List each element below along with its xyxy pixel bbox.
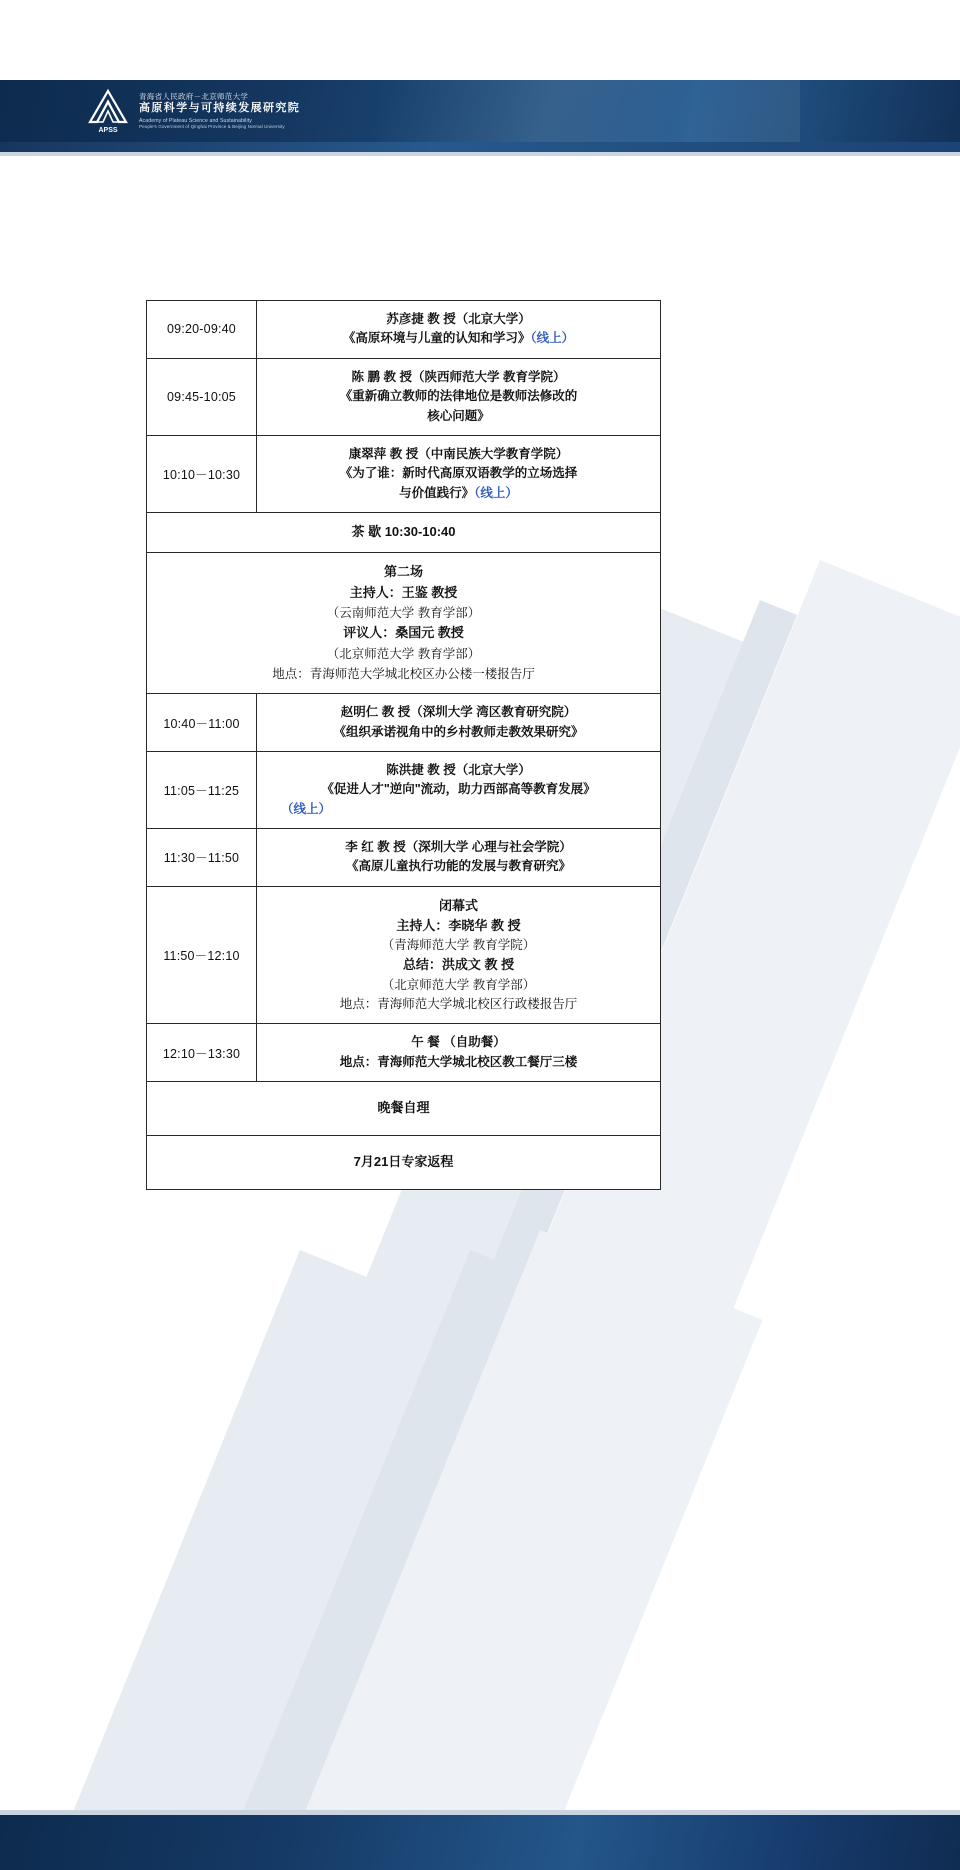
row-content <box>257 886 661 1024</box>
online-badge: （线上） <box>281 801 332 816</box>
apss-logo-icon <box>86 88 130 134</box>
header-sheen <box>380 80 800 142</box>
row-content <box>257 301 661 359</box>
header-underline <box>0 142 960 152</box>
logo-org-line1: 青海省人民政府－北京师范大学 <box>139 91 249 101</box>
logo-org-line2: 高原科学与可持续发展研究院 <box>139 102 301 115</box>
table-row-dinner <box>147 1082 661 1136</box>
row-time: 10:40－11:00 <box>147 694 257 752</box>
row-time: 12:10－13:30 <box>147 1024 257 1082</box>
footer-band <box>0 1815 960 1870</box>
topic-title-cont: 与价值践行》 <box>399 485 475 500</box>
session-title: 第二场 <box>383 563 423 579</box>
topic-line-1: 《为了谁：新时代高原双语教学的立场选择 <box>339 466 578 481</box>
row-time: 11:50－12:10 <box>147 886 257 1024</box>
table-row <box>147 829 661 887</box>
session-venue: 地点：青海师范大学城北校区办公楼一楼报告厅 <box>272 667 535 682</box>
table-row <box>147 751 661 828</box>
closing-venue: 地点：青海师范大学城北校区行政楼报告厅 <box>339 996 578 1011</box>
row-content <box>257 358 661 435</box>
dinner-cell: 晚餐自理 <box>147 1082 661 1136</box>
speaker-line: 赵明仁 教 授（深圳大学 湾区教育研究院） <box>340 705 577 720</box>
speaker-line: 陈 鹏 教 授（陕西师范大学 教育学院） <box>351 369 566 384</box>
table-row-break <box>147 513 661 553</box>
online-badge: （线上） <box>530 331 575 346</box>
row-time: 11:30－11:50 <box>147 829 257 887</box>
topic-line-2 <box>263 484 654 503</box>
row-time: 09:20-09:40 <box>147 301 257 359</box>
table-row-departure <box>147 1135 661 1189</box>
topic-line: 《组织承诺视角中的乡村教师走教效果研究》 <box>333 724 584 739</box>
topic-line: 《高原儿童执行功能的发展与教育研究》 <box>345 859 571 874</box>
closing-summary-speaker: 总结：洪成文 教 授 <box>402 957 515 973</box>
session-two-cell <box>147 552 661 693</box>
row-content <box>257 435 661 512</box>
closing-title: 闭幕式 <box>438 897 478 913</box>
logo-org-line4: People's Government of Qinghai Province & Beijing Normal University <box>139 124 285 130</box>
online-badge: （线上） <box>474 485 518 500</box>
topic-line: 《促进人才"逆向"流动，助力西部高等教育发展》 <box>321 782 596 797</box>
table-row-lunch <box>147 1024 661 1082</box>
speaker-line: 陈洪捷 教 授（北京大学） <box>386 762 531 777</box>
svg-text:APSS: APSS <box>98 127 118 134</box>
row-time: 10:10－10:30 <box>147 435 257 512</box>
row-content <box>257 1024 661 1082</box>
session-commentator: 评议人：桑国元 教授 <box>343 625 464 641</box>
row-time: 09:45-10:05 <box>147 358 257 435</box>
table-row <box>147 435 661 512</box>
closing-summary-affiliation: （北京师范大学 教育学部） <box>381 977 536 992</box>
closing-host-affiliation: （青海师范大学 教育学院） <box>381 938 536 953</box>
speaker-line: 苏彦捷 教 授（北京大学） <box>386 312 531 326</box>
session-host: 主持人：王鉴 教授 <box>349 584 458 600</box>
topic-title: 《高原环境与儿童的认知和学习》 <box>342 331 531 346</box>
session-commentator-affiliation: （北京师范大学 教育学部） <box>326 647 481 662</box>
closing-host: 主持人：李晓华 教 授 <box>396 917 521 933</box>
row-time: 11:05－11:25 <box>147 751 257 828</box>
departure-cell: 7月21日专家返程 <box>147 1135 661 1189</box>
table-row-session <box>147 552 661 693</box>
row-content <box>257 829 661 887</box>
brand-logo <box>86 88 300 134</box>
lunch-venue: 地点：青海师范大学城北校区教工餐厅三楼 <box>339 1054 578 1069</box>
table-row <box>147 694 661 752</box>
header-underline-light <box>0 152 960 156</box>
row-content <box>257 751 661 828</box>
topic-line-2: 核心问题》 <box>427 408 490 423</box>
session-host-affiliation: （云南师范大学 教育学部） <box>326 606 481 621</box>
table-row <box>147 358 661 435</box>
logo-org-line3: Academy of Plateau Science and Sustainability <box>139 117 252 124</box>
speaker-line: 李 红 教 授（深圳大学 心理与社会学院） <box>345 840 572 855</box>
row-content <box>257 694 661 752</box>
speaker-line: 康翠萍 教 授（中南民族大学教育学院） <box>348 446 569 461</box>
schedule-table-container <box>146 300 660 1190</box>
topic-line-1: 《重新确立教师的法律地位是教师法修改的 <box>339 389 578 404</box>
topic-line <box>263 329 654 348</box>
tea-break-cell: 茶 歇 10:30-10:40 <box>147 513 661 553</box>
schedule-table <box>146 300 661 1190</box>
lunch-title: 午 餐 （自助餐） <box>411 1035 506 1050</box>
table-row <box>147 301 661 359</box>
table-row-closing <box>147 886 661 1024</box>
